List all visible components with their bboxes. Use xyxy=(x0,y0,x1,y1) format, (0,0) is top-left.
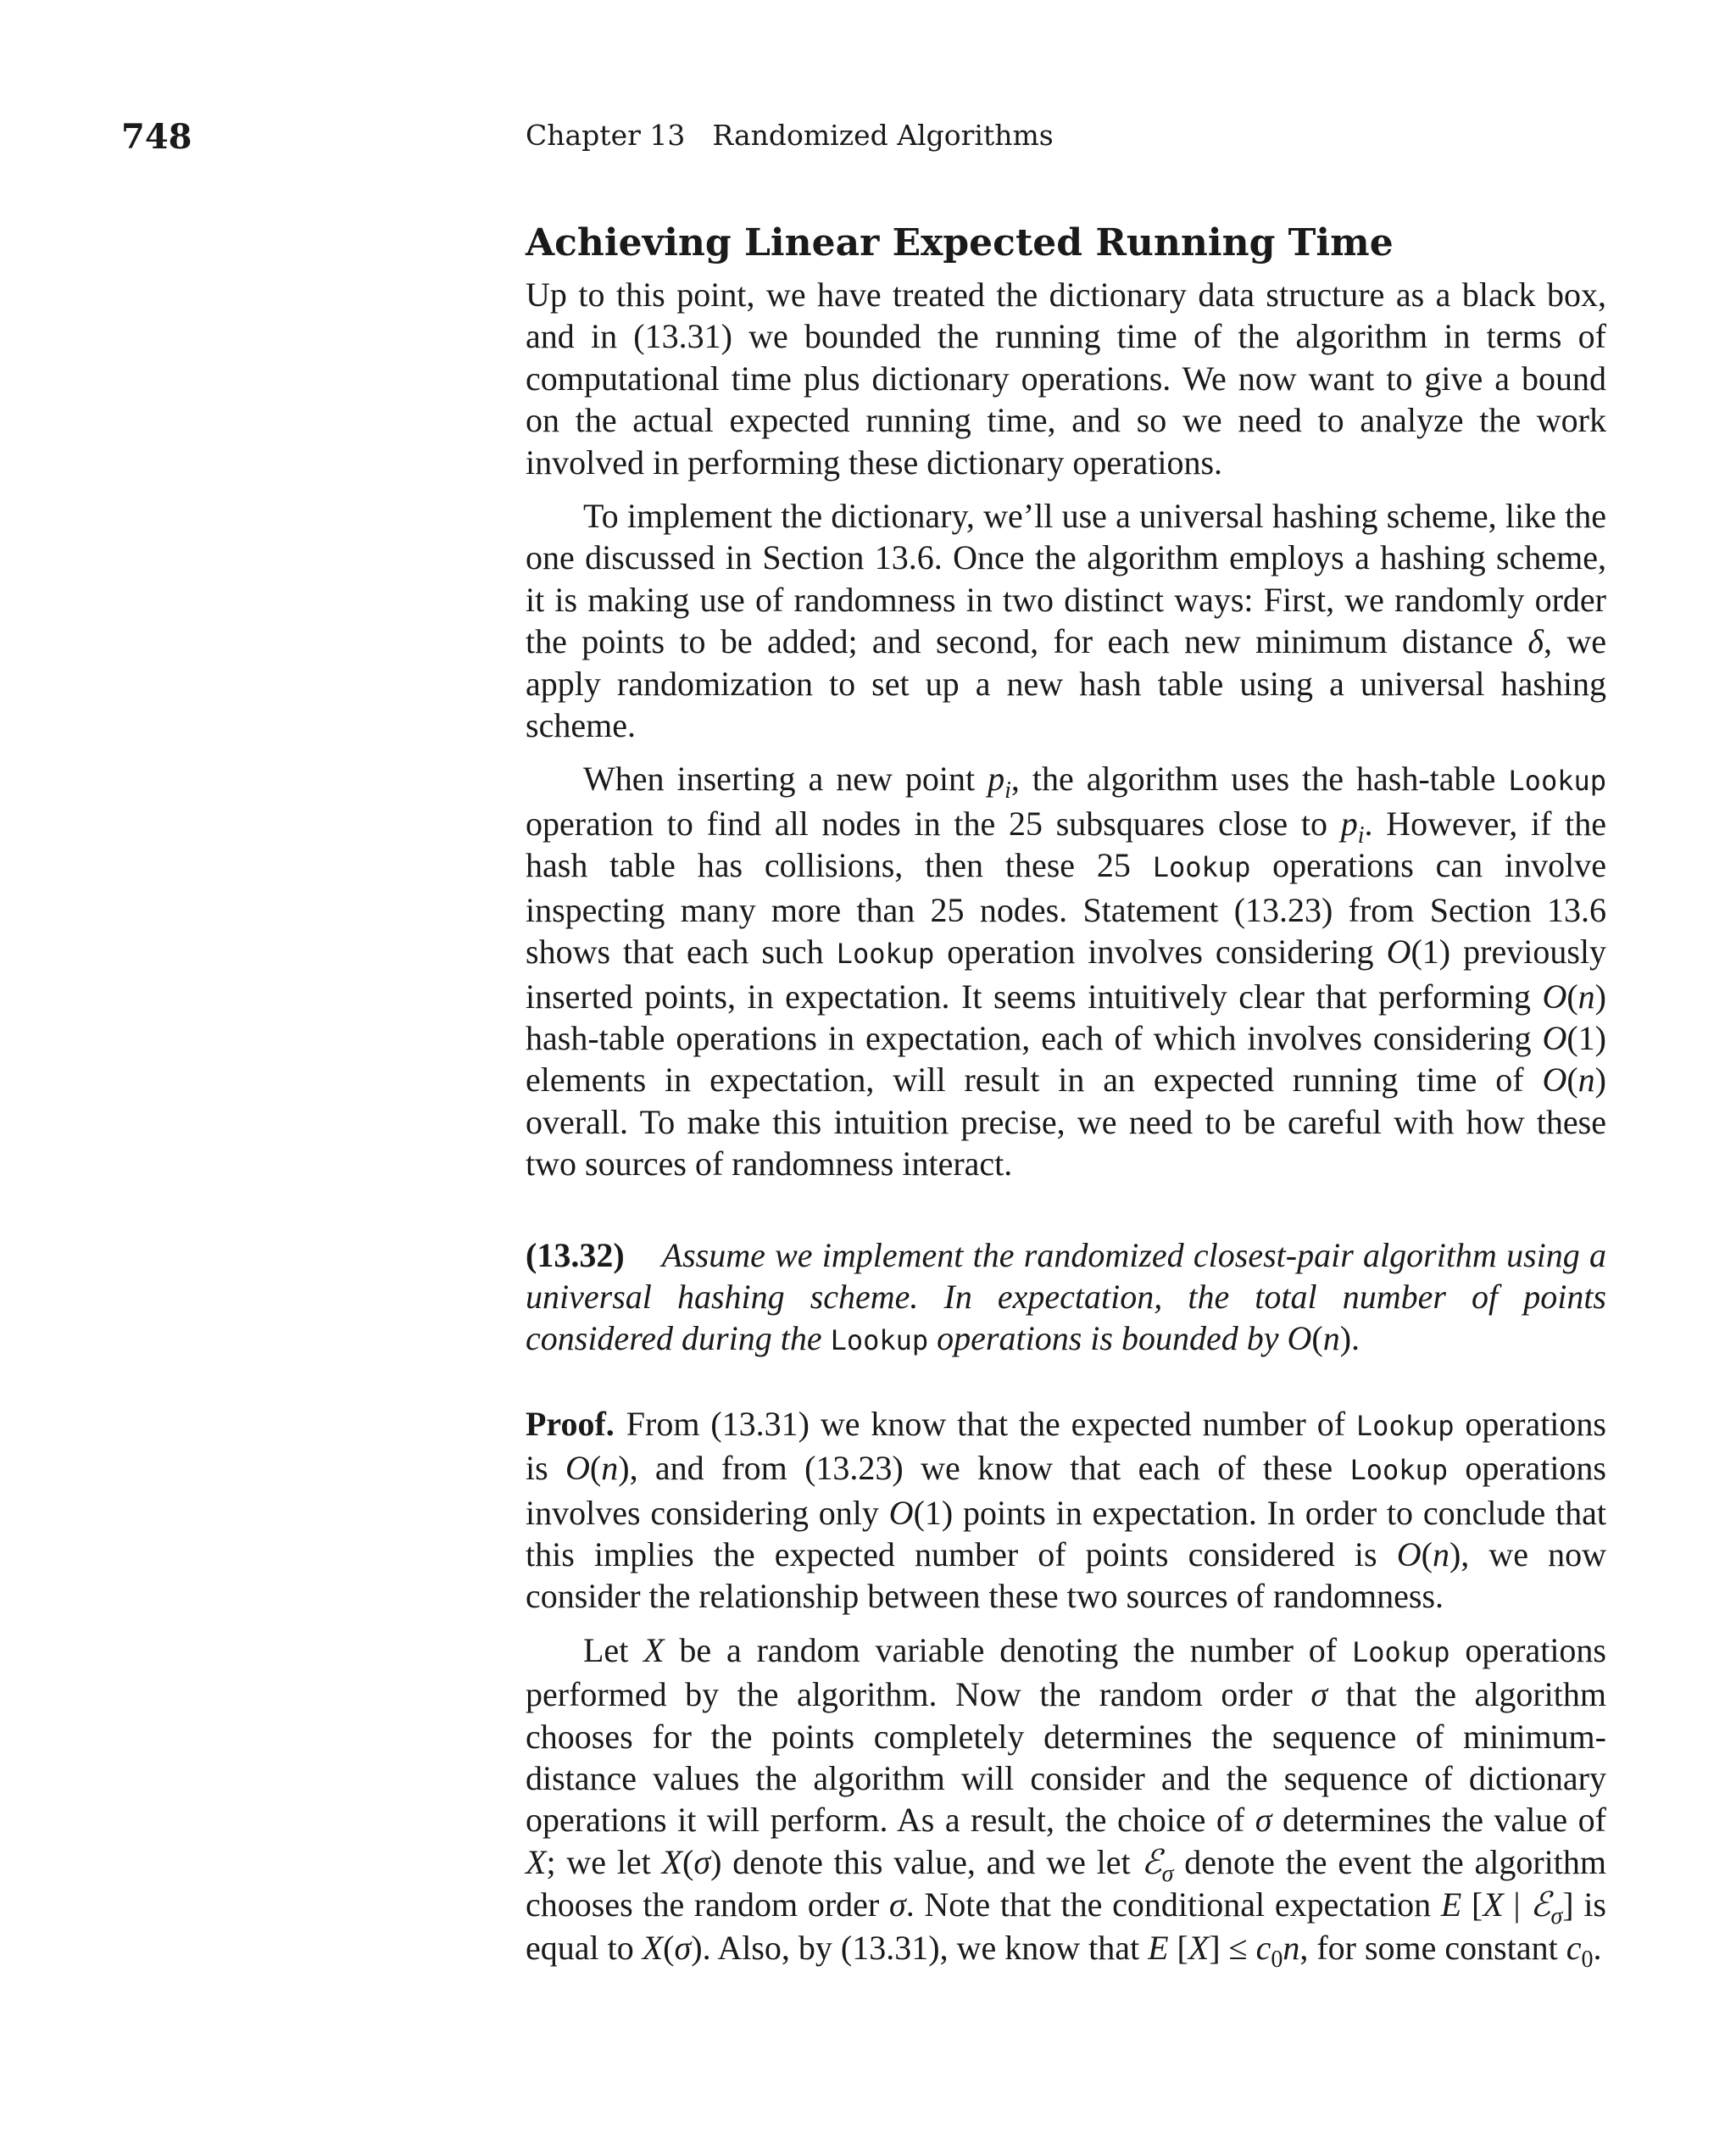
theorem-13-32: (13.32) Assume we implement the randomized closest-pair algorithm using a universal hashing scheme. In expectation, the total number of points considered during the Lookup operations is bounded by O(n). xyxy=(526,1235,1606,1358)
chapter-label: Chapter 13 xyxy=(526,119,686,152)
proof-label: Proof. xyxy=(526,1404,615,1443)
chapter-title: Randomized Algorithms xyxy=(712,119,1054,152)
section-title: Achieving Linear Expected Running Time xyxy=(526,221,1394,265)
main-content xyxy=(526,219,1607,1973)
proof-paragraph: Proof. From (13.31) we know that the expected number of Lookup operations is O(n), and from (13.23) we know that each of these Lookup operations involves considering only O(1) points in expectation. In order to conclude that this implies the expected number of points considered is O(n), we now consider the relationship between these two sources of randomness. xyxy=(526,1404,1607,1616)
theorem-number: (13.32) xyxy=(526,1235,625,1274)
paragraph-intro: Up to this point, we have treated the dictionary data structure as a black box, and in (13.31) we bounded the running time of the algorithm in terms of computational time plus dictionary operations. We now want to give a bound on the actual expected running time, and so we need to analyze the work involved in performing these dictionary operations. xyxy=(526,276,1606,482)
paragraph-hashing: To implement the dictionary, we’ll use a universal hashing scheme, like the one discussed in Section 13.6. Once the algorithm employs a hashing scheme, it is making use of randomness in two distinct ways: First, we randomly order the points to be added; and second, for each new minimum distance δ, we apply randomization to set up a new hash table using a universal hashing scheme. xyxy=(526,497,1607,745)
page-number: 748 xyxy=(121,117,192,157)
running-head xyxy=(526,115,1054,156)
paragraph-random-variable: Let X be a random variable denoting the number of Lookup operations performed by the algorithm. Now the random order σ that the algorithm chooses for the points completely determines the sequence of minimum-distance values the algorithm will consider and the sequence of dictionary operations it will perform. As a result, the choice of σ determines the value of X; we let X(σ) denote this value, and we let ℰ$_\sigma$ denote the event the algorithm chooses the random order σ. Note that the conditional expectation E [X | ℰ$_\sigma$] is equal to X(σ). Also, by (13.31), we know that E $[X] \le c_0n$, for some constant $c_0$. xyxy=(526,1630,1607,1973)
paragraph-inserting: When inserting a new point $p_i$, the algorithm uses the hash-table Lookup operation to find all nodes in the 25 subsquares close to $p_i$. However, if the hash table has collisions, then these 25 Lookup operations can involve inspecting many more than 25 nodes. Statement (13.23) from Section 13.6 shows that each such Lookup operation involves considering O(1) previously inserted points, in expectation. It seems intuitively clear that performing O(n) hash-table operations in expectation, each of which involves considering O(1) elements in expectation, will result in an expected running time of O(n) overall. To make this intuition precise, we need to be careful with how these two sources of randomness interact. xyxy=(526,760,1606,1183)
